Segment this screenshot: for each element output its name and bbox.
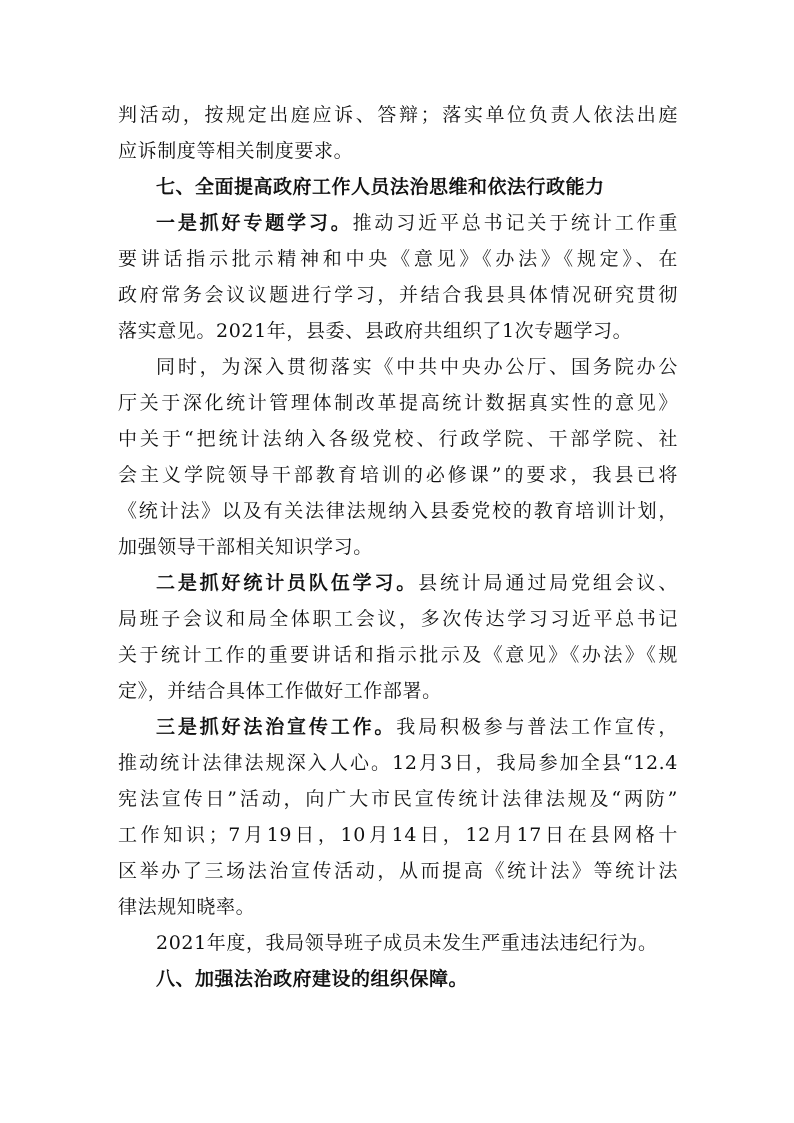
section-heading-7: 七、全面提高政府工作人员法治思维和依法行政能力 [156, 176, 605, 198]
body-line: 要讲话指示批示精神和中央《意见》《办法》《规定》、在 [118, 248, 678, 270]
body-line: 宪法宣传日”活动，向广大市民宣传统计法律法规及“两防” [118, 788, 678, 810]
paragraph-line [156, 566, 678, 600]
body-line: 区举办了三场法治宣传活动，从而提高《统计法》等统计法 [118, 860, 678, 882]
lead-phrase: 三是抓好法治宣传工作。 [156, 716, 397, 738]
body-line: 局班子会议和局全体职工会议，多次传达学习习近平总书记 [118, 608, 678, 630]
body-line: 中关于“把统计法纳入各级党校、行政学院、干部学院、社 [118, 428, 678, 450]
paragraph-text: 推动习近平总书记关于统计工作重 [352, 212, 678, 234]
body-line: 厅关于深化统计管理体制改革提高统计数据真实性的意见》 [118, 392, 678, 414]
paragraph-line [156, 710, 678, 744]
body-line: 加强领导干部相关知识学习。 [118, 536, 373, 558]
paragraph-line [156, 206, 678, 240]
lead-phrase: 二是抓好统计员队伍学习。 [156, 572, 419, 594]
body-line: 落实意见。2021年，县委、县政府共组织了1次专题学习。 [118, 320, 633, 342]
body-line: 同时，为深入贯彻落实《中共中央办公厅、国务院办公 [156, 356, 678, 378]
section-heading-8: 八、加强法治政府建设的组织保障。 [156, 968, 469, 990]
body-line: 判活动，按规定出庭应诉、答辩；落实单位负责人依法出庭 [118, 104, 678, 126]
paragraph-text: 我局积极参与普法工作宣传， [396, 716, 678, 738]
paragraph-text: 县统计局通过局党组会议、 [418, 572, 679, 594]
body-line: 定》，并结合具体工作做好工作部署。 [118, 680, 442, 702]
body-line: 关于统计工作的重要讲话和指示批示及《意见》《办法》《规 [118, 644, 678, 666]
body-line: 《统计法》以及有关法律法规纳入县委党校的教育培训计划， [118, 500, 678, 522]
body-line: 政府常务会议议题进行学习，并结合我县具体情况研究贯彻 [118, 284, 678, 306]
body-line: 2021年度，我局领导班子成员未发生严重违法违纪行为。 [156, 932, 658, 954]
body-line: 工作知识；7月19日，10月14日，12月17日在县网格十 [118, 824, 678, 846]
body-line: 应诉制度等相关制度要求。 [118, 140, 354, 162]
body-line: 会主义学院领导干部教育培训的必修课”的要求，我县已将 [118, 464, 678, 486]
body-line: 推动统计法律法规深入人心。12月3日，我局参加全县“12.4 [118, 752, 678, 774]
lead-phrase: 一是抓好专题学习。 [156, 212, 353, 234]
body-line: 律法规知晓率。 [118, 896, 256, 918]
